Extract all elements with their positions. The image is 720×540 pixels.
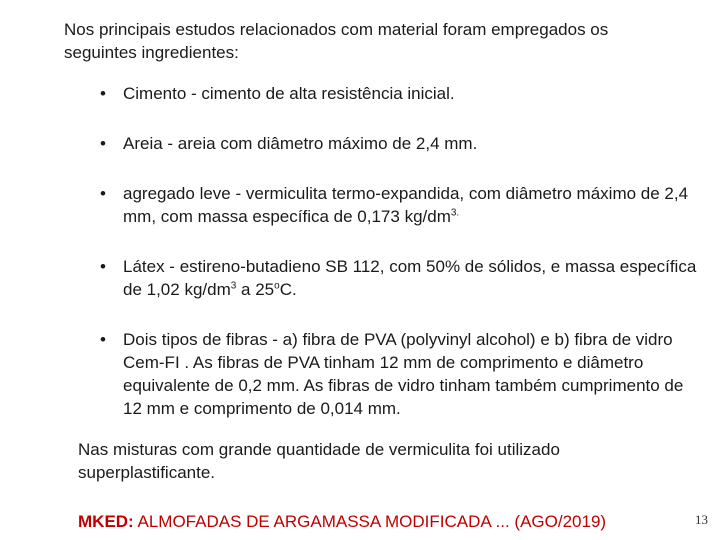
list-item-text: Cimento - cimento de alta resistência inicial.	[123, 84, 455, 103]
list-item-cimento	[100, 82, 700, 105]
list-item-latex	[100, 255, 700, 301]
bullet-icon: •	[100, 84, 106, 103]
intro-paragraph: Nos principais estudos relacionados com material foram empregados os seguintes ingredientes:	[64, 20, 609, 62]
list-item-fibras	[100, 328, 700, 420]
list-item-text: Dois tipos de fibras - a) fibra de PVA (polyvinyl alcohol) e b) fibra de vidro Cem-FI . As fibras de PVA tinham 12 mm de comprimento e diâmetro equivalente de 0,2 mm. As fibras de vidro tinham também cumprimento de 12 mm e comprimento de 0,014 mm.	[123, 330, 684, 418]
footer	[78, 511, 606, 533]
superscript: 3.	[450, 207, 460, 219]
bullet-icon: •	[100, 257, 106, 276]
superscript: 3	[230, 280, 237, 292]
list-item-text-continued: a 25	[236, 280, 275, 299]
bullet-icon: •	[100, 330, 106, 349]
footer-brand: MKED:	[78, 512, 134, 531]
list-item-text: agregado leve - vermiculita termo-expandida, com diâmetro máximo de 2,4 mm, com massa específica de 0,173 kg/dm	[123, 184, 689, 226]
list-item-agregado-leve	[100, 182, 700, 228]
bullet-icon: •	[100, 184, 106, 203]
list-item-text-end: C.	[279, 280, 297, 299]
closing-paragraph: Nas misturas com grande quantidade de vermiculita foi utilizado superplastificante.	[78, 440, 560, 482]
list-item-text: Areia - areia com diâmetro máximo de 2,4 mm.	[123, 134, 478, 153]
degree-superscript: o	[274, 280, 280, 292]
ingredient-list	[100, 82, 700, 447]
footer-title: ALMOFADAS DE ARGAMASSA MODIFICADA ... (AGO/2019)	[133, 512, 607, 531]
page-number: 13	[695, 512, 708, 527]
list-item-areia	[100, 132, 700, 155]
list-item-text: Látex - estireno-butadieno SB 112, com 50% de sólidos, e massa específica de 1,02 kg/dm	[123, 257, 697, 299]
bullet-icon: •	[100, 134, 106, 153]
